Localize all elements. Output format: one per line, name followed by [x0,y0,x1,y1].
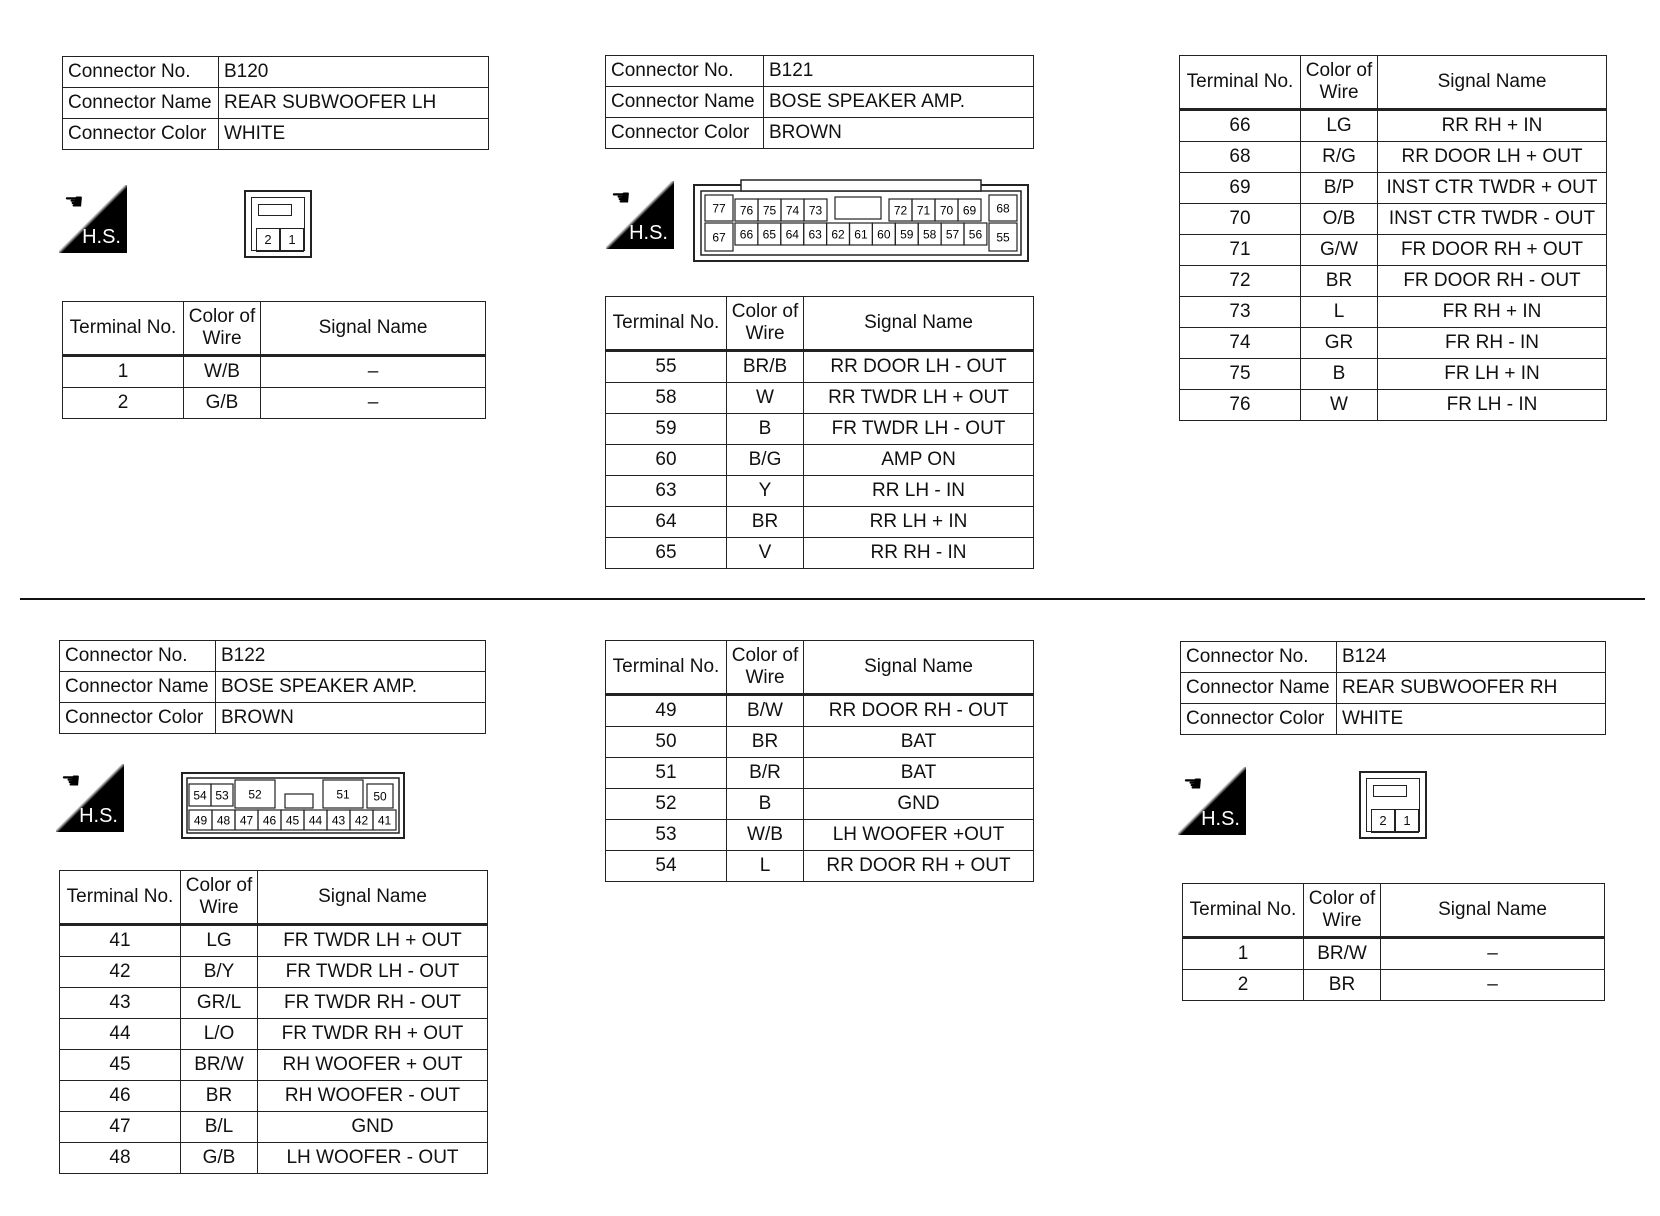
pin-label: 53 [215,788,229,803]
b120-terminal-table [62,301,486,419]
table-row: 69 B/P INST CTR TWDR + OUT [1180,173,1607,204]
hs-label: H.S. [1201,808,1240,830]
table-row: 1 W/B – [63,356,486,388]
wire-color-header: Color of Wire [1301,56,1378,110]
b124-terminal-table [1182,883,1605,1001]
harness-side-icon [59,185,127,253]
connector-name-label: Connector Name [606,87,764,118]
connector-color-value: WHITE [1337,704,1606,735]
b122-terminal-table-cont [605,640,1034,882]
pin-label: 48 [216,813,231,828]
terminal-no-header: Terminal No. [63,302,184,356]
wire-color-header: Color of Wire [727,297,804,351]
table-row: 46 BR RH WOOFER - OUT [60,1081,488,1112]
table-row: 50 BR BAT [606,727,1034,758]
connector-name-value: BOSE SPEAKER AMP. [216,672,486,703]
table-row: 72 BR FR DOOR RH - OUT [1180,266,1607,297]
pin-label: 66 [739,227,754,242]
pin-label: 47 [239,813,254,828]
pin-label: 42 [354,813,369,828]
pin-label: 57 [945,227,960,242]
table-row: 47 B/L GND [60,1112,488,1143]
wire-color-header: Color of Wire [184,302,261,356]
pin-label: 1 [1395,809,1419,833]
table-row: 1 BR/W – [1183,938,1605,970]
table-row: 73 L FR RH + IN [1180,297,1607,328]
terminal-no-header: Terminal No. [1180,56,1301,110]
pin-label: 1 [280,228,304,252]
signal-name-header: Signal Name [1378,56,1607,110]
connector-key [835,197,881,219]
hand-icon: ☚ [61,768,81,793]
pin-label: 44 [308,813,323,828]
pin-label: 50 [373,789,387,804]
pin-label: 74 [785,203,800,218]
b121-info-table [605,55,1034,149]
table-row: 51 B/R BAT [606,758,1034,789]
pin-label: 52 [248,787,262,802]
table-row: 75 B FR LH + IN [1180,359,1607,390]
table-row: 42 B/Y FR TWDR LH - OUT [60,957,488,988]
connector-color-label: Connector Color [1181,704,1337,735]
pin-label: 70 [939,203,954,218]
pin-label: 60 [877,227,891,242]
pin-label: 41 [377,813,392,828]
connector-color-value: BROWN [764,118,1034,149]
b121-terminal-table-cont [1179,55,1607,421]
pin-label: 73 [808,203,823,218]
connector-no-label: Connector No. [1181,642,1337,673]
connector-no-value: B122 [216,641,486,672]
table-row: 54 L RR DOOR RH + OUT [606,851,1034,882]
hs-label: H.S. [629,222,668,244]
b124-info-table [1180,641,1606,735]
connector-name-label: Connector Name [63,88,219,119]
table-row: 55 BR/B RR DOOR LH - OUT [606,351,1034,383]
b122-terminal-table [59,870,488,1174]
connector-color-label: Connector Color [60,703,216,734]
pin-label: 2 [1371,809,1395,833]
table-row: 2 G/B – [63,388,486,419]
signal-name-header: Signal Name [804,641,1034,695]
table-row: 48 G/B LH WOOFER - OUT [60,1143,488,1174]
pin-label: 71 [916,203,931,218]
table-row: 76 W FR LH - IN [1180,390,1607,421]
table-row: 2 BR – [1183,970,1605,1001]
b121-connector-face [693,179,1029,263]
pin-label: 49 [193,813,208,828]
b120-connector-face [244,190,312,258]
connector-color-value: WHITE [219,119,489,150]
connector-no-label: Connector No. [63,57,219,88]
wire-color-header: Color of Wire [181,871,258,925]
harness-side-icon [606,181,674,249]
pin-label: 54 [193,788,207,803]
table-row: 44 L/O FR TWDR RH + OUT [60,1019,488,1050]
pin-label: 64 [785,227,799,242]
pin-label: 61 [854,227,868,242]
table-row: 63 Y RR LH - IN [606,476,1034,507]
pin-label: 59 [900,227,914,242]
pin-label: 56 [968,227,983,242]
wire-color-header: Color of Wire [727,641,804,695]
pin-label: 67 [712,230,726,245]
pin-label: 63 [808,227,822,242]
signal-name-header: Signal Name [261,302,486,356]
pin-label: 55 [996,230,1010,245]
pin-label: 62 [831,227,845,242]
table-row: 65 V RR RH - IN [606,538,1034,569]
b122-connector-face [181,772,405,840]
b122-info-table [59,640,486,734]
table-row: 41 LG FR TWDR LH + OUT [60,925,488,957]
connector-no-value: B121 [764,56,1034,87]
pin-label: 46 [262,813,277,828]
connector-name-value: BOSE SPEAKER AMP. [764,87,1034,118]
table-row: 66 LG RR RH + IN [1180,110,1607,142]
connector-name-label: Connector Name [60,672,216,703]
table-row: 52 B GND [606,789,1034,820]
harness-side-icon [56,764,124,832]
connector-name-value: REAR SUBWOOFER RH [1337,673,1606,704]
hs-label: H.S. [82,226,121,248]
connector-no-label: Connector No. [606,56,764,87]
pin-label: 75 [762,203,777,218]
connector-color-label: Connector Color [63,119,219,150]
pin-label: 65 [762,227,777,242]
section-divider [20,598,1645,600]
wire-color-header: Color of Wire [1304,884,1381,938]
pin-label: 58 [922,227,937,242]
table-row: 60 B/G AMP ON [606,445,1034,476]
pin-label: 76 [739,203,754,218]
harness-side-icon [1178,767,1246,835]
terminal-no-header: Terminal No. [606,297,727,351]
connector-name-value: REAR SUBWOOFER LH [219,88,489,119]
table-row: 43 GR/L FR TWDR RH - OUT [60,988,488,1019]
table-row: 71 G/W FR DOOR RH + OUT [1180,235,1607,266]
table-row: 74 GR FR RH - IN [1180,328,1607,359]
b124-connector-face [1359,771,1427,839]
table-row: 64 BR RR LH + IN [606,507,1034,538]
hs-label: H.S. [79,805,118,827]
terminal-no-header: Terminal No. [606,641,727,695]
b121-terminal-table [605,296,1034,569]
table-row: 59 B FR TWDR LH - OUT [606,414,1034,445]
connector-name-label: Connector Name [1181,673,1337,704]
hand-icon: ☚ [1183,771,1203,796]
table-row: 45 BR/W RH WOOFER + OUT [60,1050,488,1081]
pin-label: 45 [285,813,300,828]
pin-label: 68 [996,201,1010,216]
terminal-no-header: Terminal No. [60,871,181,925]
connector-no-label: Connector No. [60,641,216,672]
signal-name-header: Signal Name [804,297,1034,351]
table-row: 58 W RR TWDR LH + OUT [606,383,1034,414]
hand-icon: ☚ [611,185,631,210]
pin-label: 51 [336,787,350,802]
pin-label: 77 [712,201,726,216]
pin-label: 72 [893,203,908,218]
connector-color-value: BROWN [216,703,486,734]
pin-label: 2 [256,228,280,252]
b120-info-table [62,56,489,150]
signal-name-header: Signal Name [258,871,488,925]
pin-label: 43 [331,813,346,828]
hand-icon: ☚ [64,189,84,214]
connector-key [285,794,313,808]
table-row: 70 O/B INST CTR TWDR - OUT [1180,204,1607,235]
connector-no-value: B120 [219,57,489,88]
pin-label: 69 [962,203,977,218]
signal-name-header: Signal Name [1381,884,1605,938]
table-row: 53 W/B LH WOOFER +OUT [606,820,1034,851]
table-row: 49 B/W RR DOOR RH - OUT [606,695,1034,727]
terminal-no-header: Terminal No. [1183,884,1304,938]
table-row: 68 R/G RR DOOR LH + OUT [1180,142,1607,173]
connector-color-label: Connector Color [606,118,764,149]
connector-no-value: B124 [1337,642,1606,673]
